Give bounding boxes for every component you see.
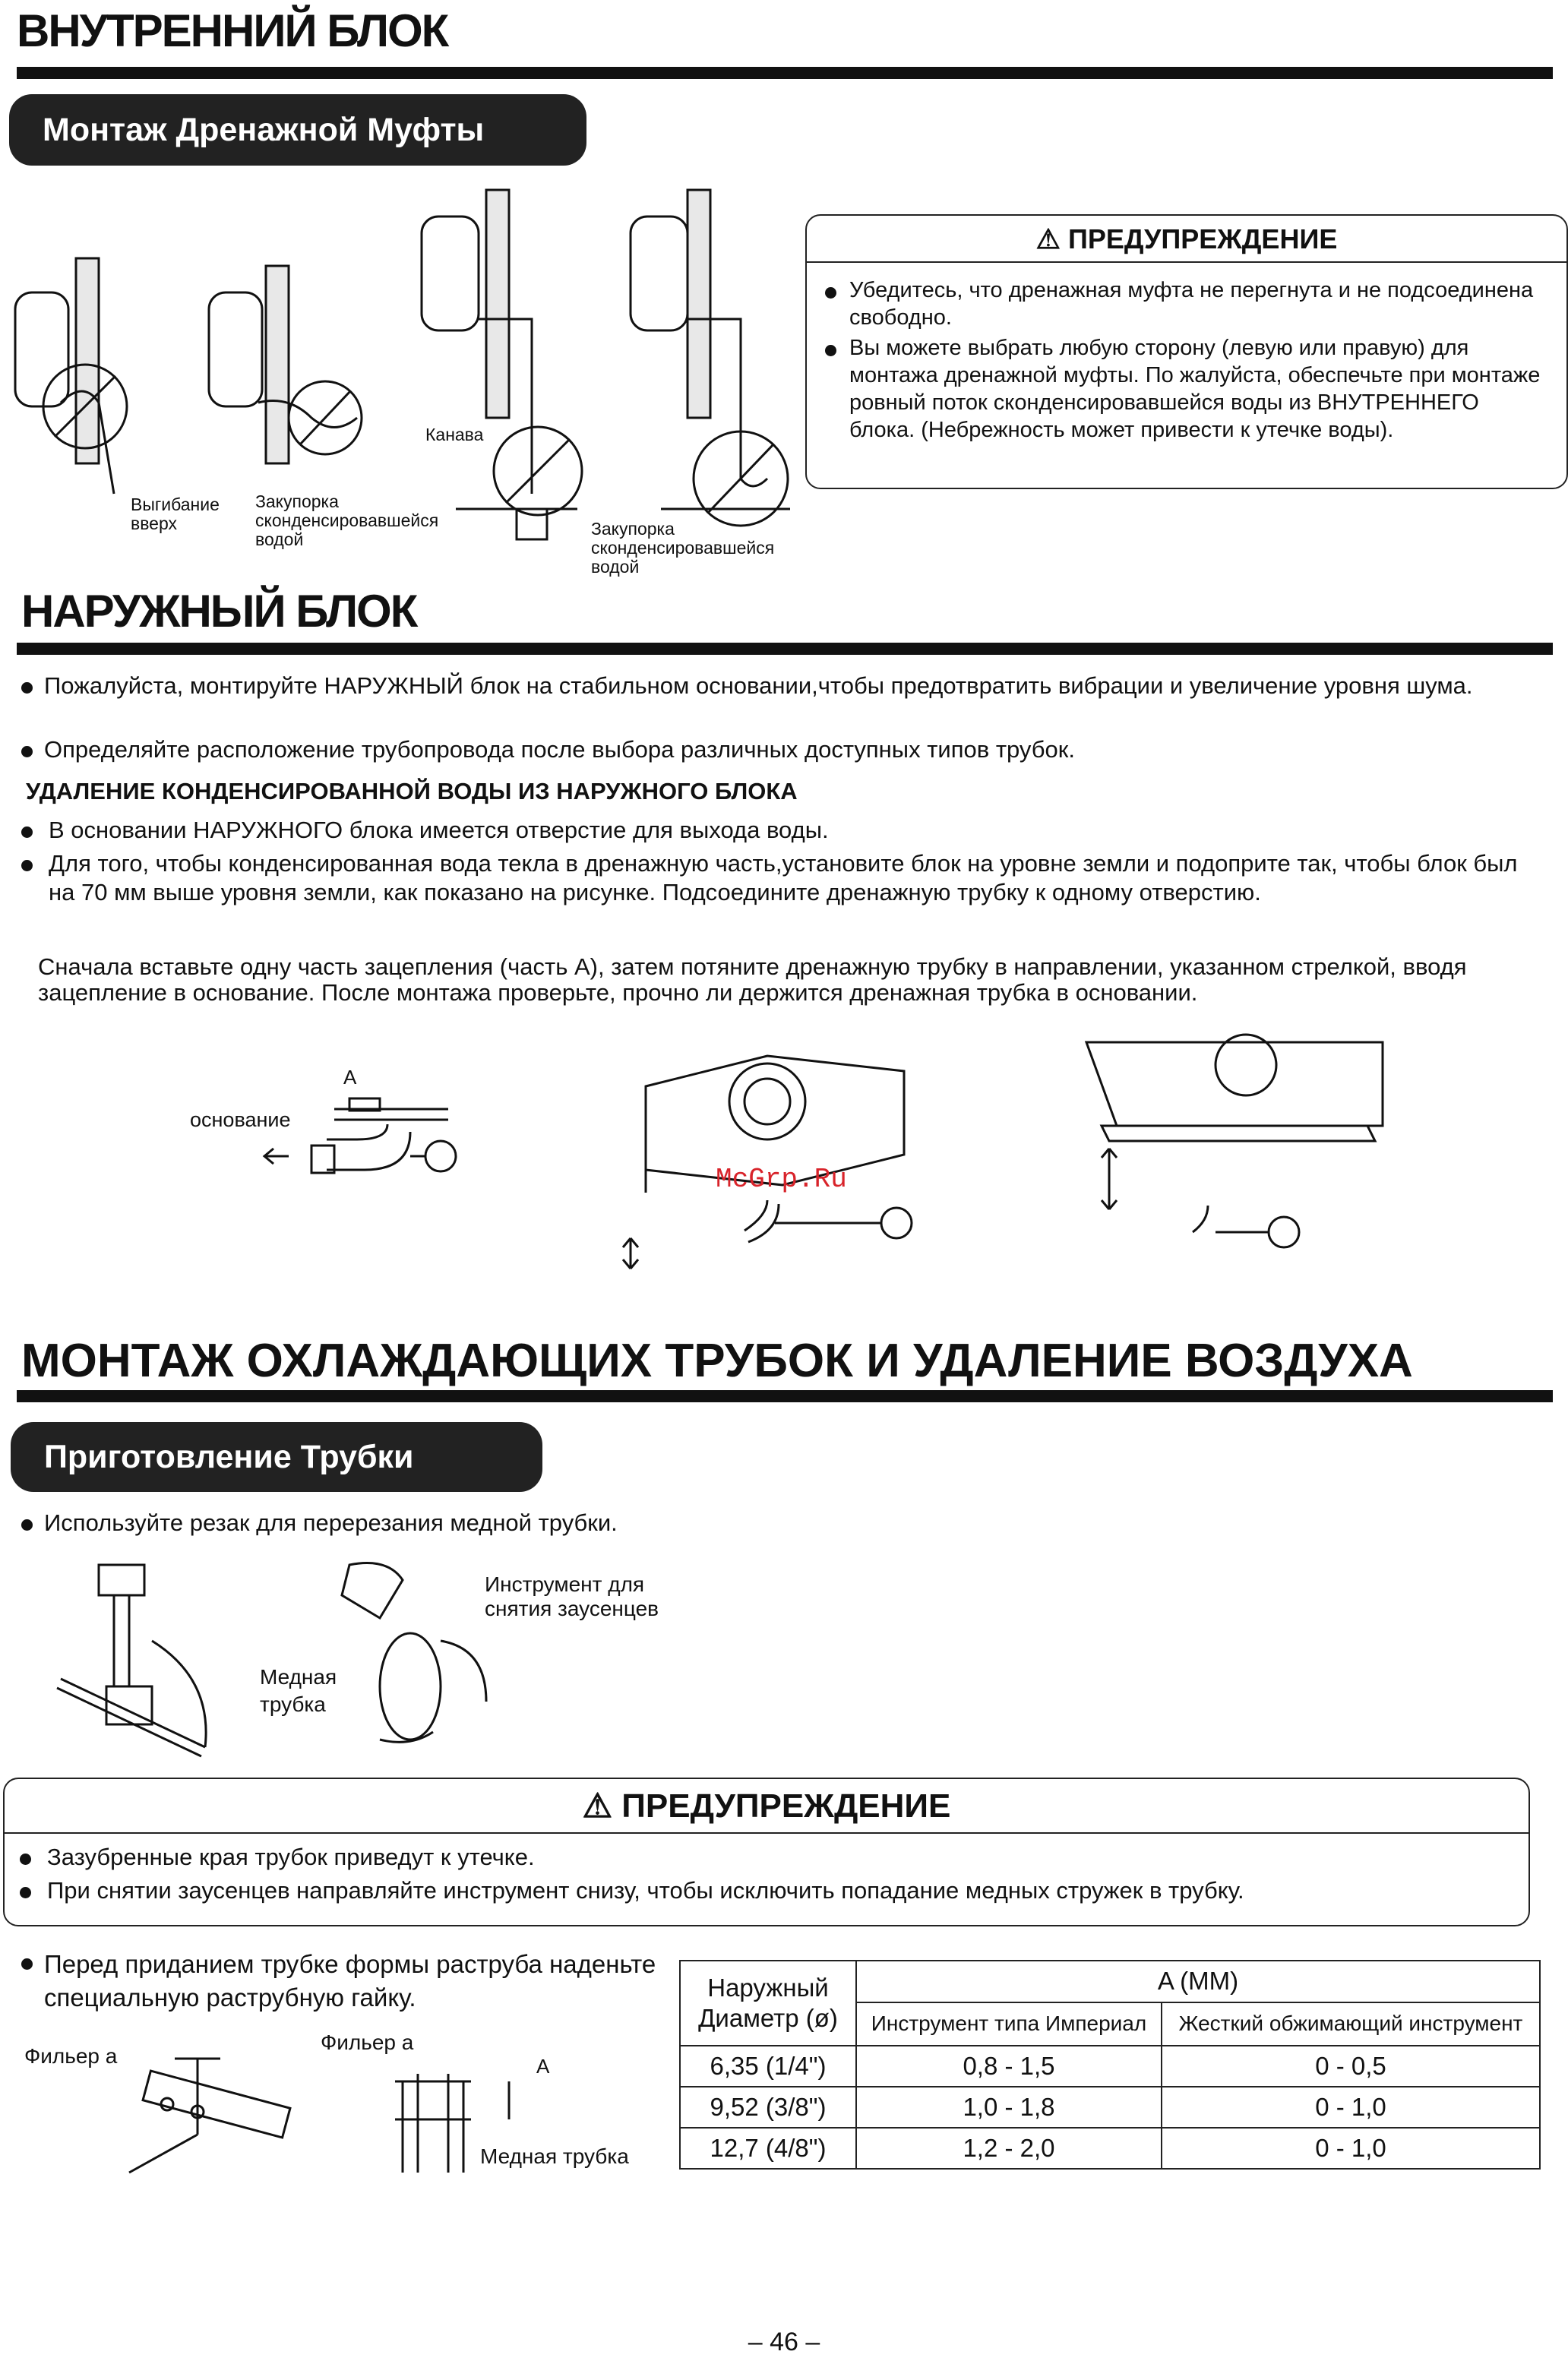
section-pill-pipe-prep: Приготовление Трубки: [11, 1422, 542, 1492]
indoor-warning-title: ПРЕДУПРЕЖДЕНИЕ: [1067, 223, 1338, 254]
indoor-warning-divider: [807, 261, 1566, 263]
label-copper-flare: Медная трубка: [480, 2144, 629, 2168]
indoor-warning-item: Убедитесь, что дренажная муфта не перегнута и не подсоединена свободно.: [825, 277, 1547, 331]
indoor-warning-box: [805, 214, 1568, 489]
bullet-dot: [20, 1854, 31, 1865]
pipes-warning-header: [5, 1787, 1528, 1825]
bullet-dot: [21, 746, 33, 757]
section-pill-drain: Монтаж Дренажной Муфты: [9, 94, 586, 166]
label-ditch: Канава: [425, 425, 484, 444]
title-rule: [17, 1390, 1553, 1402]
outdoor-title: НАРУЖНЫЙ БЛОК: [21, 586, 417, 637]
label-clog-1: Закупорка сконденсировавшейся водой: [255, 491, 439, 549]
header-imperial-tool: Инструмент типа Империал: [856, 2002, 1162, 2046]
pipes-title: МОНТАЖ ОХЛАЖДАЮЩИХ ТРУБОК И УДАЛЕНИЕ ВОЗДУХА: [21, 1335, 1413, 1387]
bullet-dot: [825, 345, 836, 356]
header-a-mm: A (MM): [856, 1961, 1540, 2002]
drain-bullet: В основании НАРУЖНОГО блока имеется отверстие для выхода воды.: [21, 816, 1533, 845]
label-a-dim: A: [536, 2055, 550, 2078]
label-bend-up: Выгибание вверх: [131, 495, 220, 533]
pipes-warning-item: При снятии заусенцев направляйте инструмент снизу, чтобы исключить попадание медных стружек в трубку.: [20, 1876, 1509, 1905]
outdoor-bullet: Определяйте расположение трубопровода после выбора различных доступных типов трубок.: [21, 735, 1533, 764]
pipe-cutter-figure: [53, 1550, 494, 1755]
outdoor-paragraph: Сначала вставьте одну часть зацепления (часть А), затем потяните дренажную трубку в направлении, указанном стрелкой, вводя зацепление в основание. После монтажа проверьте, прочно ли держится дренажная трубка в основании.: [38, 953, 1467, 1006]
watermark: McGrp.Ru: [716, 1164, 847, 1195]
header-rigid-tool: Жесткий обжимающий инструмент: [1162, 2002, 1540, 2046]
bullet-dot: [21, 826, 33, 838]
outdoor-unit-figure-2: [1079, 1042, 1398, 1255]
table-header-row: [680, 1961, 1540, 2002]
bullet-dot: [20, 1887, 31, 1898]
bullet-dot: [21, 1958, 33, 1970]
flare-dimensions-table: [679, 1960, 1541, 2170]
pipes-warning-divider: [5, 1832, 1528, 1834]
drain-bullet: Для того, чтобы конденсированная вода текла в дренажную часть,установите блок на уровне земли и подоприте так, чтобы блок был на 70 мм выше уровня земли, как показано на рисунке. Подсоедините дренажную трубку к одному отверстию.: [21, 849, 1548, 907]
label-copper-tube: Медная трубка: [260, 1665, 337, 1716]
header-outer-diameter: Наружный Диаметр (ø): [680, 1961, 856, 2046]
flare-bullet: Перед приданием трубке формы раструба наденьте специальную раструбную гайку.: [21, 1948, 659, 2015]
table-row: 6,35 (1/4") 0,8 - 1,5 0 - 0,5: [680, 2046, 1540, 2087]
bullet-dot: [21, 1519, 33, 1531]
warning-icon: ⚠: [1035, 223, 1061, 254]
pipes-warning-title: ПРЕДУПРЕЖДЕНИЕ: [621, 1787, 951, 1825]
bullet-dot: [825, 287, 836, 299]
bullet-dot: [21, 682, 33, 694]
label-part-a: A: [343, 1066, 357, 1089]
title-rule: [17, 643, 1553, 655]
page-number: – 46 –: [748, 2328, 820, 2356]
drain-heading: УДАЛЕНИЕ КОНДЕНСИРОВАННОЙ ВОДЫ ИЗ НАРУЖНОГО БЛОКА: [26, 778, 798, 804]
label-clog-2: Закупорка сконденсировавшейся водой: [591, 519, 775, 577]
table-row: 12,7 (4/8") 1,2 - 2,0 0 - 1,0: [680, 2128, 1540, 2169]
pipes-cut-bullet: Используйте резак для перерезания медной трубки.: [21, 1509, 1389, 1538]
indoor-title: ВНУТРЕННИЙ БЛОК: [17, 5, 448, 56]
label-deburr-tool: Инструмент для снятия заусенцев: [485, 1572, 659, 1620]
label-base: основание: [190, 1108, 291, 1131]
pipes-warning-item: Зазубренные края трубок приведут к утечке.: [20, 1843, 1509, 1872]
outdoor-unit-figure-1: [615, 1041, 934, 1269]
flare-tool-figure: [114, 2043, 676, 2195]
title-rule: [17, 67, 1553, 79]
bullet-dot: [21, 860, 33, 871]
outdoor-bullet: Пожалуйста, монтируйте НАРУЖНЫЙ блок на стабильном основании,чтобы предотвратить вибрации и увеличение уровня шума.: [21, 672, 1533, 700]
label-filler-1: Фильер а: [24, 2044, 118, 2068]
drain-elbow-figure: [182, 1063, 471, 1215]
indoor-warning-header: [807, 223, 1566, 255]
indoor-warning-item: Вы можете выбрать любую сторону (левую или правую) для монтажа дренажной муфты. По жалуйста, обеспечьте при монтаже ровный поток сконденсировавшейся воды из ВНУТРЕННЕГО блока. (Небрежность может привести к утечке воды).: [825, 334, 1547, 444]
pipes-warning-box: [3, 1778, 1530, 1926]
table-row: 9,52 (3/8") 1,0 - 1,8 0 - 1,0: [680, 2087, 1540, 2128]
warning-icon: ⚠: [582, 1787, 613, 1825]
label-filler-2: Фильер а: [321, 2031, 414, 2054]
